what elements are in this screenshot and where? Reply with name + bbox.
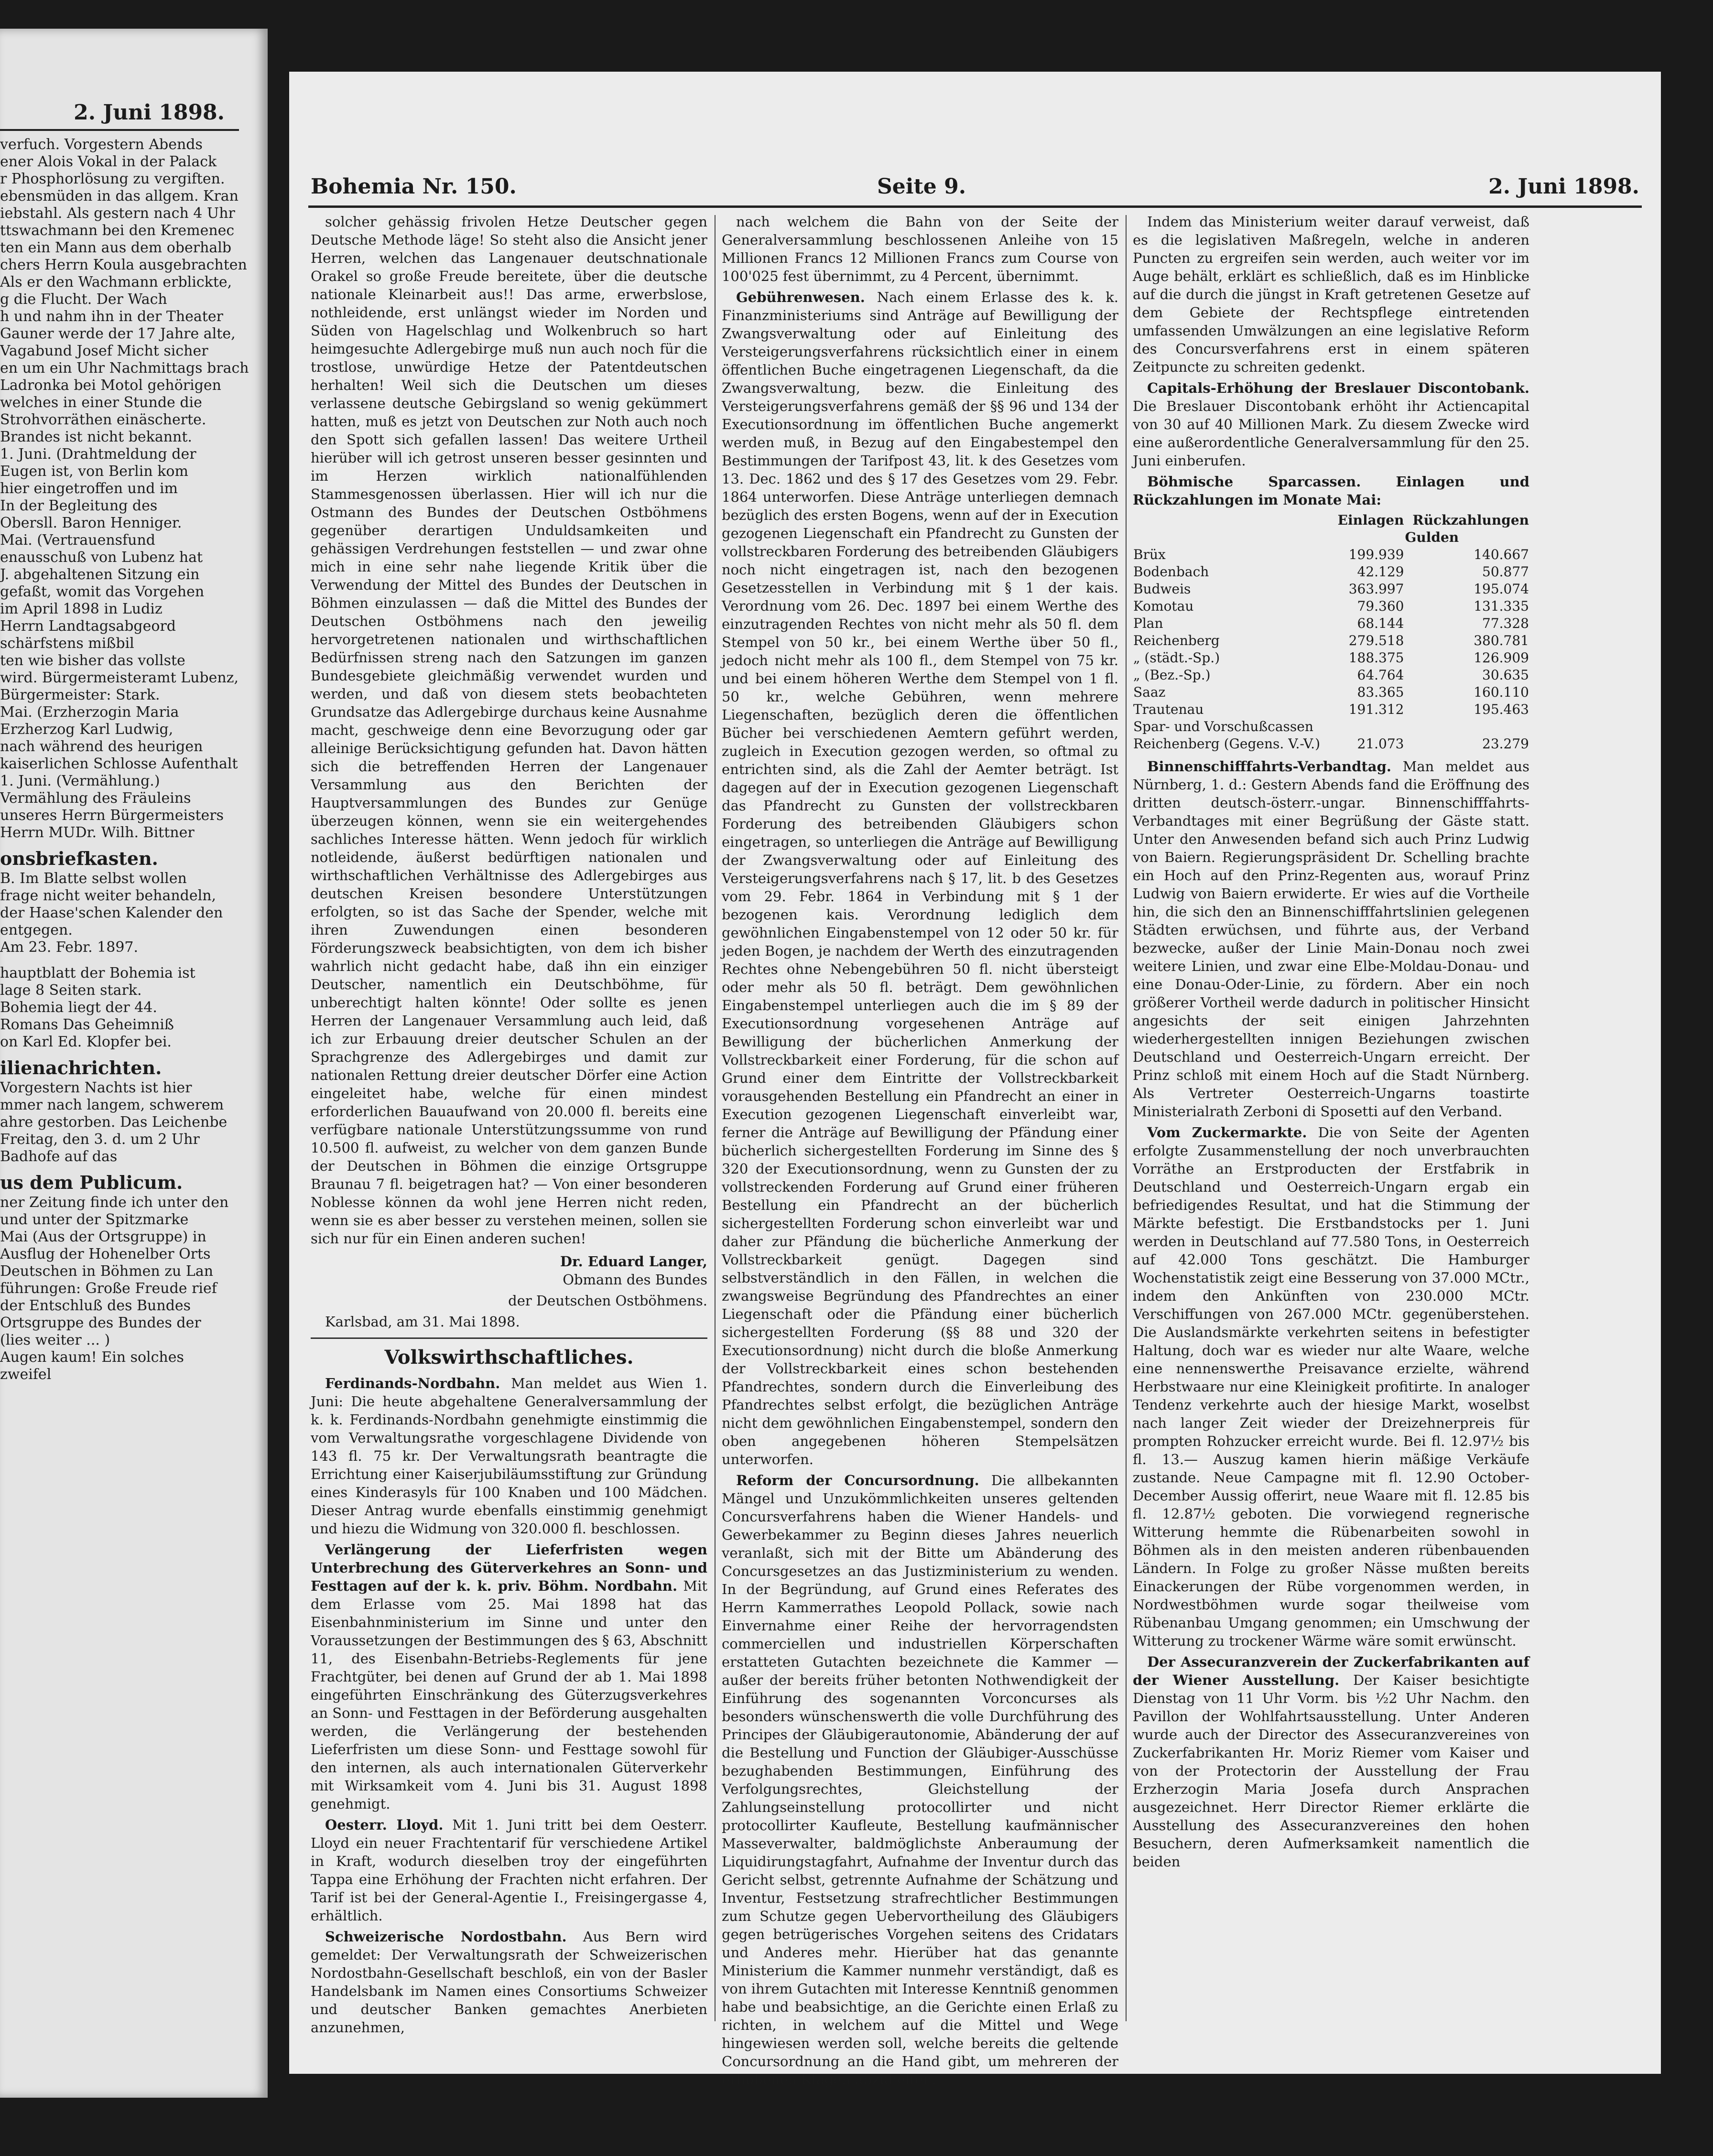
signature-title: Obmann des Bundes xyxy=(563,1272,707,1288)
text-line: en um ein Uhr Nachmittags brach xyxy=(0,360,249,377)
table-header-cell: Einlagen xyxy=(1337,512,1404,528)
table-cell: 363.997 xyxy=(1348,581,1404,597)
left-page-lines xyxy=(0,136,249,841)
text-line: und unter der Spitzmarke xyxy=(0,1211,189,1228)
column-3 xyxy=(1133,213,1529,2028)
text-line: schärfstens mißbil xyxy=(0,635,134,652)
text-line: nach während des heurigen xyxy=(0,738,203,755)
text-line: Obersll. Baron Henniger. xyxy=(0,515,182,531)
column-divider xyxy=(715,215,716,2021)
table-cell: Brüx xyxy=(1133,547,1166,562)
news-text: Mit 1. Juni tritt bei dem Oesterr. Lloyd ein neuer Frachtentarif für verschiedene Artikel in Kraft, wodurch dieselben troy der eingeführten Tappa eine Erhöhung der Frachten nicht erfahren. Der Tarif ist bei der General-Agentie I., Freisingergasse 4, erhältlich. xyxy=(311,1817,707,1924)
news-head: Oesterr. Lloyd. xyxy=(325,1817,444,1833)
news-text: Aus Bern wird gemeldet: Der Verwaltungsrath der Schweizerischen Nordostbahn-Gesellschaft beschloß, ein von der Basler Handelsbank im Namen eines Consortiums Schweizer und deutscher Banken gemachtes Anerbieten anzunehmen, xyxy=(311,1929,707,2036)
news-head: Gebührenwesen. xyxy=(736,289,865,305)
text-line: Gauner werde der 17 Jahre alte, xyxy=(0,325,236,342)
column-2 xyxy=(722,213,1118,2088)
article-paragraph: solcher gehässig frivolen Hetze Deutscher gegen Deutsche Methode läge! So steht also die Ansicht jener Herren, welchen das Langenauer deutschnationale Orakel so große Freude bereitete, über die deutsche nationale Kleinarbeit aus!! Das arme, erwerbslose, nothleidende, erst unlängst wieder im Norden und Süden von Hagelschlag und Wolkenbruch so hart heimgesuchte Adlergebirge muß nun auch noch für die trostlose, unwürdige Hetze der Patentdeutschen herhalten! Weil sich die Deutschen um dieses verlassene deutsche Gebirgsland so wenig gekümmert hatten, muß es jetzt von Deutschen zur Noth auch noch den Spott sich gefallen lassen! Das weitere Urtheil hierüber will ich getrost unseren besser gesinnten und im Herzen wirklich nationalfühlenden Stammesgenossen überlassen. Hier will ich nur die Ostmann des Bundes der Deutschen Ostböhmens gegenüber derartigen Unduldsamkeiten und gehässigen Verdrehungen feststellen — und zwar ohne mich in eine sehr nahe liegende Kritik über die Verwendung der Mittel des Bundes der Deutschen in Böhmen einzulassen — daß die Mittel des Bundes der Deutschen Ostböhmens nach den jeweilig hervorgetretenen nationalen und wirthschaftlichen Bedürfnissen streng nach den Satzungen im ganzen Bundesgebiete gleichmäßig verwendet wurden und werden, und daß von diesem stets beobachteten Grundsatze das Adlergebirge durchaus keine Ausnahme macht, geschweige denn eine Bevorzugung oder gar alleinige Berücksichtigung gefunden hat. Davon hätten sich die betreffenden Herren der Langenauer Versammlung aus den Berichten der Hauptversammlungen des Bundes zur Genüge überzeugen können, wenn sie ein weitergehendes sachliches Interesse hätten. Wenn jedoch für wirklich notleidende, äußerst bedürftigen nationalen und wirthschaftlichen Verhältnisse des Adlergebirges aus deutschen Kreisen besondere Unterstützungen erfolgten, so ist das Sache der Spender, welche mit ihren Zuwendungen einen besonderen Förderungszweck beabsichtigten, von dem ich bisher wahrlich nicht gedacht habe, daß ihn ein einziger Deutscher, namentlich ein Deutschböhme, für unberechtigt halten könnte! Oder sollte es jenen Herren der Langenauer Versammlung auch leid, daß ich zur Erbauung dreier deutscher Schulen an der Sprachgrenze des Adlergebirges und damit zur nationalen Rettung dreier deutscher Dörfer eine Action eingeleitet habe, welche für einen mindest erforderlichen Bauaufwand von 20.000 fl. bereits eine verfügbare nationale Unterstützungssumme von rund 10.500 fl. aufweist, zu welcher von dem ganzen Bunde der Deutschen in Böhmen die einzige Ortsgruppe Braunau 7 fl. beigetragen hat? — Von einer besonderen Noblesse können da wohl jene Herren nicht reden, wenn sie es aber besser zu verstehen meinen, sollen sie sich nur für ein Einen anderen suchen! xyxy=(311,214,707,1247)
text-line: zweifel xyxy=(0,1366,52,1383)
table-cell: 160.110 xyxy=(1474,684,1529,700)
savings-table xyxy=(1133,512,1529,753)
news-head: Der Assecuranzverein der Zuckerfabrikanten auf der Wiener Ausstellung. xyxy=(1133,1654,1529,1688)
column-divider xyxy=(1126,215,1127,2021)
table-cell: Komotau xyxy=(1133,598,1194,614)
news-head: Vom Zuckermarkte. xyxy=(1147,1124,1307,1141)
table-header-cell xyxy=(1133,512,1333,529)
text-line: hier eingetroffen und im xyxy=(0,480,178,497)
table-row xyxy=(1133,632,1529,649)
table-cell: Bodenbach xyxy=(1133,564,1209,580)
table-cell: 131.335 xyxy=(1474,598,1529,614)
news-list xyxy=(1133,757,1529,1871)
text-line: Vagabund Josef Micht sicher xyxy=(0,343,208,359)
table-cell: Plan xyxy=(1133,615,1163,631)
table-cell: 140.667 xyxy=(1474,547,1529,562)
text-line: g die Flucht. Der Wach xyxy=(0,291,167,308)
news-item xyxy=(1133,1653,1529,1871)
text-line: wird. Bürgermeisteramt Lubenz, xyxy=(0,669,239,686)
news-item xyxy=(722,1471,1118,2089)
news-text: Die Breslauer Discontobank erhöht ihr Actiencapital von 30 auf 40 Millionen Mark. Zu diesem Zwecke wird eine außerordentliche Generalversammlung für den 25. Juni einberufen. xyxy=(1133,398,1529,469)
section-title: Volkswirthschaftliches. xyxy=(384,1346,634,1369)
text-line: chers Herrn Koula ausgebrachten xyxy=(0,257,247,273)
dateline: Karlsbad, am 31. Mai 1898. xyxy=(325,1314,520,1330)
news-item xyxy=(1133,379,1529,470)
text-line: unseres Herrn Bürgermeisters xyxy=(0,807,224,824)
text-line: frage nicht weiter behandeln, xyxy=(0,887,217,904)
table-header-cell: Rückzahlungen xyxy=(1412,512,1529,528)
news-item xyxy=(311,1928,707,2037)
news-list xyxy=(722,288,1118,2089)
table-cell: Saaz xyxy=(1133,684,1166,700)
text-line: enausschuß von Lubenz hat xyxy=(0,549,203,566)
text-line: entgegen. xyxy=(0,922,73,938)
table-unit: Gulden xyxy=(1405,529,1459,545)
table-cell: Budweis xyxy=(1133,581,1191,597)
text-line: 1. Juni. (Drahtmeldung der xyxy=(0,446,196,463)
news-item xyxy=(311,1816,707,1925)
newspaper-page xyxy=(289,72,1661,2088)
news-text: Man meldet aus Wien 1. Juni: Die heute abgehaltene Generalversammlung der k. k. Ferdinands-Nordbahn genehmigte einstimmig die vom Verwaltungsrathe vorgeschlagene Dividende von 143 fl. 75 kr. Der Verwaltungsrath beantragte die Errichtung einer Kaiserjubiläumsstiftung zur Gründung eines Kinderasyls für 100 Knaben und 100 Mädchen. Dieser Antrag wurde ebenfalls einstimmig genehmigt und hiezu die Widmung von 320.000 fl. beschlossen. xyxy=(311,1375,708,1537)
text-line: lage 8 Seiten stark. xyxy=(0,982,142,999)
news-text: Die allbekannten Mängel und Unzukömmlichkeiten unseres geltenden Concursverfahrens haben die Wiener Handels- und Gewerbekammer zu Beginn dieses Jahres neuerlich veranlaßt, sich mit der Bitte um Abänderung des Concursgesetzes an das Justizministerium zu wenden. In der Begründung, auf Grund eines Referates des Herrn Kammerrathes Leopold Pollack, sowie nach Einvernahme einer Reihe der hervorragendsten commerciellen und industriellen Körperschaften erstatteten Gutachten bezeichnete die Kammer — außer der bereits früher betonten Nothwendigkeit der Einführung des sogenannten Vorconcurses als besonders wünschenswerth die volle Durchführung des Principes der Gläubigerautonomie, Abänderung der auf die Bestellung und Function der Gläubiger-Ausschüsse bezughabenden Bestimmungen, Einführung des Verfolgungsrechtes, Gleichstellung der Zahlungseinstellung protocollirter und nicht protocollirter Kaufleute, Bestellung kaufmännischer Masseverwalter, baldmöglichste Anberaumung der Liquidirungstagfahrt, Aufnahme der Inventur durch das Gericht selbst, getrennte Aufnahme der Schätzung und Inventur, Festsetzung strafrechtlicher Bestimmungen zum Schutze gegen Uebervortheilung des Gläubigers gegen betrügerisches Vorgehen seitens des Cridatars und Anderes mehr. Hierüber hat das genannte Ministerium die Kammer nunmehr verständigt, daß es von ihrem Gutachten mit Interesse Kenntniß genommen habe und beabsichtige, an die Gerichte einen Erlaß zu richten, in welchem auf die Mittel und Wege hingewiesen werden soll, welche bereits die geltende Concursordnung an die Hand gibt, um mehreren der erhobenen Klagen abzuhelfen. xyxy=(722,1472,1118,2088)
left-page-text xyxy=(0,136,249,1383)
text-line: der Entschluß des Bundes xyxy=(0,1297,191,1314)
briefkasten-lines xyxy=(0,870,225,956)
text-line: Bürgermeister: Stark. xyxy=(0,687,160,703)
left-page-rule xyxy=(0,129,239,131)
news-text: Der Kaiser besichtigte Dienstag von 11 Uhr Vorm. bis ½2 Uhr Nachm. den Pavillon der Wohlfahrtsausstellung. Unter Anderen wurde auch der Director des Assecuranzvereines von Zuckerfabrikanten Hr. Moriz Riemer vom Kaiser und von der Protectorin der Ausstellung der Frau Erzherzogin Maria Josefa durch Ansprachen ausgezeichnet. Herr Director Riemer erklärte die Ausstellung des Assecuranzvereines den hohen Besuchern, deren Aufmerksamkeit namentlich die beiden xyxy=(1133,1672,1530,1870)
text-line: Ausflug der Hohenelber Orts xyxy=(0,1246,211,1262)
table-cell: 191.312 xyxy=(1348,701,1404,717)
table-cell: 83.365 xyxy=(1357,684,1404,700)
column-1 xyxy=(311,213,708,2036)
text-line: Badhofe auf das xyxy=(0,1148,118,1165)
text-line: verfuch. Vorgestern Abends xyxy=(0,136,203,153)
signature-name: Dr. Eduard Langer, xyxy=(560,1253,707,1270)
news-head: Schweizerische Nordostbahn. xyxy=(325,1929,567,1945)
table-cell: 195.074 xyxy=(1474,581,1529,597)
text-line: kaiserlichen Schlosse Aufenthalt xyxy=(0,755,238,772)
beilage-lines xyxy=(0,965,225,1051)
text-line: ahre gestorben. Das Leichenbe xyxy=(0,1114,228,1131)
table-cell xyxy=(1404,718,1529,735)
text-line: Herrn Landtagsabgeord xyxy=(0,618,176,635)
text-line: ner Zeitung finde ich unter den xyxy=(0,1194,229,1211)
text-line: Am 23. Febr. 1897. xyxy=(0,939,139,956)
news-item xyxy=(311,1541,707,1813)
text-line: Vorgestern Nachts ist hier xyxy=(0,1079,192,1096)
briefkasten-title: onsbriefkasten. xyxy=(0,848,158,869)
text-line: Bohemia liegt der 44. xyxy=(0,999,157,1016)
text-line: ten ein Mann aus dem oberhalb xyxy=(0,239,232,256)
table-cell: Reichenberg (Gegens. V.-V.) xyxy=(1133,736,1320,752)
news-item xyxy=(1133,1123,1529,1650)
news-item xyxy=(311,1374,707,1538)
table-row xyxy=(1133,581,1529,598)
text-line: der Haase'schen Kalender den xyxy=(0,905,223,921)
table-cell: 199.939 xyxy=(1348,547,1404,562)
table-row xyxy=(1133,667,1529,684)
table-row xyxy=(1133,701,1529,718)
text-line: Freitag, den 3. d. um 2 Uhr xyxy=(0,1131,200,1148)
table-cell: 30.635 xyxy=(1482,667,1529,683)
table-cell: 380.781 xyxy=(1474,633,1529,648)
text-line: (lies weiter ... ) xyxy=(0,1332,110,1348)
table-row xyxy=(1133,563,1529,581)
text-line: Ortsgruppe des Bundes der xyxy=(0,1315,201,1331)
table-cell: 23.279 xyxy=(1482,736,1529,752)
publicum-lines xyxy=(0,1194,229,1383)
page-number: Seite 9. xyxy=(877,174,966,199)
text-line: Herrn MUDr. Wilh. Bittner xyxy=(0,824,195,841)
table-row xyxy=(1133,598,1529,615)
text-line: hauptblatt der Bohemia ist xyxy=(0,965,195,981)
text-line: Als er den Wachmann erblickte, xyxy=(0,274,232,291)
news-text: Nach einem Erlasse des k. k. Finanzministeriums sind Anträge auf Bewilligung der Zwangsverwaltung oder auf Einleitung des Versteigerungsverfahrens rücksichtlich einer in einem öffentlichen Buche eingetragenen Liegenschaft, da die Zwangsverwaltung, bezw. die Einleitung des Versteigerungsverfahrens gemäß der §§ 96 und 134 der Executionsordnung im öffentlichen Buche angemerkt werden muß, in Bezug auf den Eingabestempel den Bestimmungen der Tarifpost 43, lit. k des Gesetzes vom 13. Dec. 1862 und des § 17 des Gesetzes vom 29. Febr. 1864 unterworfen. Diese Anträge unterliegen demnach bezüglich des ersten Bogens, wenn auf der in Execution gezogenen Liegenschaft ein Pfandrecht zu Gunsten der vollstreckbaren Forderung des betreibenden Gläubigers noch nicht eingetragen ist, nach den bezogenen Gesetzesstellen in Verbindung mit § 1 der kais. Verordnung vom 26. Dec. 1897 bei einem Werthe des einzutragenden Rechtes von nicht mehr als 50 fl. dem Stempel von 50 kr., bei einem Werthe über 50 fl., jedoch nicht mehr als 100 fl., dem Stempel von 75 kr. und bei einem höheren Werthe dem Stempel von 1 fl. 50 kr., welche Gebühren, wenn mehrere Liegenschaften, bezüglich deren die öffentlichen Bücher bei verschiedenen Aemtern geführt werden, zugleich in Execution gezogen werden, so oftmal zu entrichten sind, als die Zahl der Aemter beträgt. Ist dagegen auf der in Execution gezogenen Liegenschaft das Pfandrecht zu Gunsten der vollstreckbaren Forderung des betreibenden Gläubigers schon eingetragen, so unterliegen die Anträge auf Bewilligung der Zwangsverwaltung oder auf Einleitung des Versteigerungsverfahrens nach § 17, lit. b des Gesetzes vom 29. Febr. 1864 in Verbindung mit § 1 der bezogenen kais. Verordnung lediglich dem gewöhnlichen Eingabenstempel von 12 oder 50 kr. für jeden Bogen, je nachdem der Werth des einzutragenden Rechtes ohne Nebengebühren 50 fl. nicht übersteigt oder mehr als 50 fl. beträgt. Dem gewöhnlichen Eingabenstempel unterliegen auch die im § 89 der Executionsordnung vorgesehenen Anträge auf Bewilligung der bücherlichen Anmerkung der Vollstreckbarkeit einer Forderung, für die schon auf Grund einer dem Eintritte der Vollstreckbarkeit vorausgehenden Bestellung ein Pfandrecht an einer in Execution gezogenen Liegenschaft einverleibt war, ferner die Anträge auf Bewilligung der Pfändung einer bücherlich sichergestellten Forderung im Sinne des § 320 der Executionsordnung, wenn zu Gunsten der zu vollstreckenden Forderung auf Grund einer früheren Bestellung ein Pfandrecht an der bücherlich sichergestellten Forderung schon einverleibt war und daher zur Pfändung die bücherliche Anmerkung der Vollstreckbarkeit genügt. Dagegen sind selbstverständlich in den Fällen, in welchen die zwangsweise Begründung des Pfandrechtes an einer Liegenschaft oder die Pfändung einer bücherlich sichergestellten Forderung (§§ 88 und 320 der Executionsordnung) nicht durch die bloße Anmerkung der Vollstreckbarkeit eines schon bestehenden Pfandrechtes, sondern durch die Einverleibung des Pfandrechtes selbst erfolgt, die bezüglichen Anträge nicht dem gewöhnlichen Eingabenstempel, sondern den oben angegebenen höheren Stempelsätzen unterworfen. xyxy=(722,289,1118,1467)
text-line: führungen: Große Freude rief xyxy=(0,1280,217,1297)
text-line: r Phosphorlösung zu vergiften. xyxy=(0,171,225,187)
text-line: Vermählung des Fräuleins xyxy=(0,790,191,807)
left-page-date: 2. Juni 1898. xyxy=(74,100,225,125)
table-row xyxy=(1133,718,1529,735)
table-cell: 50.877 xyxy=(1482,564,1529,580)
text-line: h und nahm ihn in der Theater xyxy=(0,308,223,325)
familien-title: ilienachrichten. xyxy=(0,1057,162,1078)
news-head: Ferdinands-Nordbahn. xyxy=(325,1375,500,1391)
text-line: 1. Juni. (Vermählung.) xyxy=(0,773,160,789)
table-row xyxy=(1133,649,1529,667)
page-header xyxy=(289,72,1661,215)
table-unit-row xyxy=(1133,529,1529,546)
text-line: ten wie bisher das vollste xyxy=(0,652,185,669)
text-line: In der Begleitung des xyxy=(0,497,158,514)
text-line: Romans Das Geheimniß xyxy=(0,1016,174,1033)
page-date: 2. Juni 1898. xyxy=(1488,174,1639,199)
text-line: Mai. (Vertrauensfund xyxy=(0,532,156,549)
table-header-row xyxy=(1133,512,1529,529)
text-line: gefaßt, womit das Vorgehen xyxy=(0,583,205,600)
table-cell: 79.360 xyxy=(1357,598,1404,614)
table-cell: „ (städt.-Sp.) xyxy=(1133,650,1220,666)
table-row xyxy=(1133,684,1529,701)
text-line: on Karl Ed. Klopfer bei. xyxy=(0,1034,172,1050)
news-head: Binnenschifffahrts-Verbandtag. xyxy=(1147,758,1391,775)
text-line: welches in einer Stunde die xyxy=(0,394,202,411)
text-line: Strohvorräthen einäscherte. xyxy=(0,411,206,428)
text-line: Eugen ist, von Berlin kom xyxy=(0,463,188,480)
table-cell: 21.073 xyxy=(1357,736,1404,752)
table-cell: Trautenau xyxy=(1133,701,1204,717)
text-line: B. Im Blatte selbst wollen xyxy=(0,870,187,887)
news-head: Reform der Concursordnung. xyxy=(736,1472,979,1488)
news-text: Mit dem Erlasse vom 25. Mai 1898 hat das Eisenbahnministerium im Sinne und unter den Voraussetzungen der Bestimmungen des § 63, Abschnitt 11, des Eisenbahn-Betriebs-Reglements für jene Frachtgüter, bei denen auf Grund der ab 1. Mai 1898 eingeführten Einschränkung des Güterzugsverkehres an Sonn- und Festtagen in der Beförderung ausgehalten werden, die Verlängerung der bestehenden Lieferfristen um diese Sonn- und Festtage sowohl für den internen, als auch internationalen Güterverkehr mit Wirksamkeit vom 4. Juni bis 31. August 1898 genehmigt. xyxy=(311,1578,707,1812)
table-cell: 77.328 xyxy=(1482,615,1529,631)
section-rule xyxy=(311,1337,707,1339)
table-row xyxy=(1133,615,1529,632)
text-line: iebstahl. Als gestern nach 4 Uhr xyxy=(0,205,235,222)
familien-lines xyxy=(0,1079,228,1165)
text-line: Mai (Aus der Ortsgruppe) in xyxy=(0,1229,206,1245)
news-item xyxy=(1133,757,1529,1121)
text-line: Brandes ist nicht bekannt. xyxy=(0,429,192,445)
text-line: Deutschen in Böhmen zu Lan xyxy=(0,1263,214,1280)
article-paragraph: nach welchem die Bahn von der Seite der Generalversammlung beschlossenen Anleihe von 15 Millionen Francs 12 Millionen Francs zum Course von 100'025 fest übernimmt, zu 4 Percent, übernimmt. xyxy=(722,214,1118,284)
text-line: ener Alois Vokal in der Palack xyxy=(0,153,217,170)
text-line: im April 1898 in Ludiz xyxy=(0,601,163,617)
text-line: mmer nach langem, schwerem xyxy=(0,1097,224,1113)
text-line: ebensmüden in das allgem. Kran xyxy=(0,188,239,205)
text-line: Mai. (Erzherzogin Maria xyxy=(0,704,179,721)
table-cell: 126.909 xyxy=(1474,650,1529,666)
table-heading: Böhmische Sparcassen. Einlagen und Rückzahlungen im Monate Mai: xyxy=(1133,474,1529,508)
table-cell: 64.764 xyxy=(1357,667,1404,683)
signature-org: der Deutschen Ostböhmens. xyxy=(508,1293,707,1309)
text-line: Erzherzog Karl Ludwig, xyxy=(0,721,173,738)
news-text: Man meldet aus Nürnberg, 1. d.: Gestern Abends fand die Eröffnung des dritten deutsch-österr.-ungar. Binnenschifffahrts-Verbandtages mit einer Begrüßung der Gäste statt. Unter den Anwesenden befand sich auch Prinz Ludwig von Baiern. Regierungspräsident Dr. Schelling brachte ein Hoch auf den Prinz-Regenten aus, worauf Prinz Ludwig von Baiern erwiderte. Er wies auf die Vortheile hin, die sich den an Binnenschifffahrtslinien gelegenen Städten erwüchsen, und führte aus, der Verband bezwecke, außer der Linie Main-Donau noch zwei weitere Linien, und zwar eine Elbe-Moldau-Donau- und eine Donau-Oder-Linie, zu fördern. Aber ein noch größerer Vortheil werde dadurch in politischer Hinsicht angesichts der seit einigen Jahrzehnten wiederhergestellten innigen Beziehungen zwischen Deutschland und Oesterreich-Ungarn erreicht. Der Prinz schloß mit einem Hoch auf die Stadt Nürnberg. Als Vertreter Oesterreich-Ungarns toastirte Ministerialrath Zerboni di Sposetti auf den Verband. xyxy=(1133,758,1529,1120)
article-paragraph: Indem das Ministerium weiter darauf verweist, daß es die legislativen Maßregeln, welche in anderen Puncten zu ergreifen sein werden, auch weiter vor im Auge behält, erklärt es schließlich, daß es im Hinblicke auf die durch die jüngst in Kraft getretenen Gesetze auf dem Gebiete der Rechtspflege eintretenden umfassenden Umwälzungen an eine legislative Reform des Concursverfahrens erst in einem späteren Zeitpuncte zu schreiten gedenkt. xyxy=(1133,214,1529,375)
news-list xyxy=(311,1374,707,2037)
table-row xyxy=(1133,735,1529,753)
table-row xyxy=(1133,546,1529,563)
table-cell: 279.518 xyxy=(1348,633,1404,648)
news-head: Capitals-Erhöhung der Breslauer Discontobank. xyxy=(1147,380,1529,396)
table-cell: 42.129 xyxy=(1357,564,1404,580)
publicum-title: us dem Publicum. xyxy=(0,1172,183,1193)
table-cell: 68.144 xyxy=(1357,615,1404,631)
table-cell: Spar- und Vorschußcassen xyxy=(1133,719,1313,734)
left-page-fragment xyxy=(0,29,268,2098)
text-line: Augen kaum! Ein solches xyxy=(0,1349,184,1366)
text-line: ttswachmann bei den Kremenec xyxy=(0,222,235,239)
news-text: Die von Seite der Agenten erfolgte Zusammenstellung der noch unverbrauchten Vorräthe an Erstproducten der Erstfabrik in Deutschland und Oesterreich-Ungarn ergab ein befriedigendes Resultat, und hat die Stimmung der Märkte befestigt. Die Erstbandstocks per 1. Juni werden in Deutschland auf 77.580 Tons, in Oesterreich auf 42.000 Tons geschätzt. Die Hamburger Wochenstatistik zeigt eine Besserung von 37.000 MCtr., indem den Ankünften von 230.000 MCtr. Verschiffungen von 267.000 MCtr. gegenüberstehen. Die Auslandsmärkte verkehrten seitens in befestigter Haltung, doch war es wieder nur alte Waare, welche eine nennenswerthe Preisavance erzielte, während Herbstwaare nur eine Kleinigkeit profitirte. In analoger Tendenz verkehrte auch der hiesige Markt, woselbst nach langer Zeit wieder der Dreizehnerpreis für prompten Rohzucker erreicht wurde. Bei fl. 12.97½ bis fl. 13.— Auszug kamen hierin mäßige Verkäufe zustande. Neue Campagne mit fl. 12.90 October-December Aussig offerirt, neue Waare mit fl. 12.85 bis fl. 12.87½ geboten. Die vorwiegend regnerische Witterung hemmte die Rübenarbeiten sowohl in Böhmen als in den meisten anderen rübenbauenden Ländern. In Folge zu großer Nässe mußten bereits Einackerungen der Rübe vorgenommen werden, in Nordwestböhmen wurde sogar theilweise vom Rübenanbau Umgang genommen; ein Umschwung der Witterung zu trockener Wärme wäre somit erwünscht. xyxy=(1133,1124,1529,1649)
news-item xyxy=(722,288,1118,1468)
header-rule xyxy=(308,205,1642,208)
table-cell: Reichenberg xyxy=(1133,633,1220,648)
table-cell xyxy=(1333,718,1404,735)
text-line: Ladronka bei Motol gehörigen xyxy=(0,377,222,394)
table-cell: 188.375 xyxy=(1348,650,1404,666)
masthead-issue: Bohemia Nr. 150. xyxy=(311,174,517,199)
text-line: J. abgehaltenen Sitzung ein xyxy=(0,566,200,583)
table-cell: 195.463 xyxy=(1474,701,1529,717)
table-cell: „ (Bez.-Sp.) xyxy=(1133,667,1211,683)
news-head: Verlängerung der Lieferfristen wegen Unterbrechung des Güterverkehres an Sonn- und Festtagen auf der k. k. priv. Böhm. Nordbahn. xyxy=(311,1542,707,1594)
